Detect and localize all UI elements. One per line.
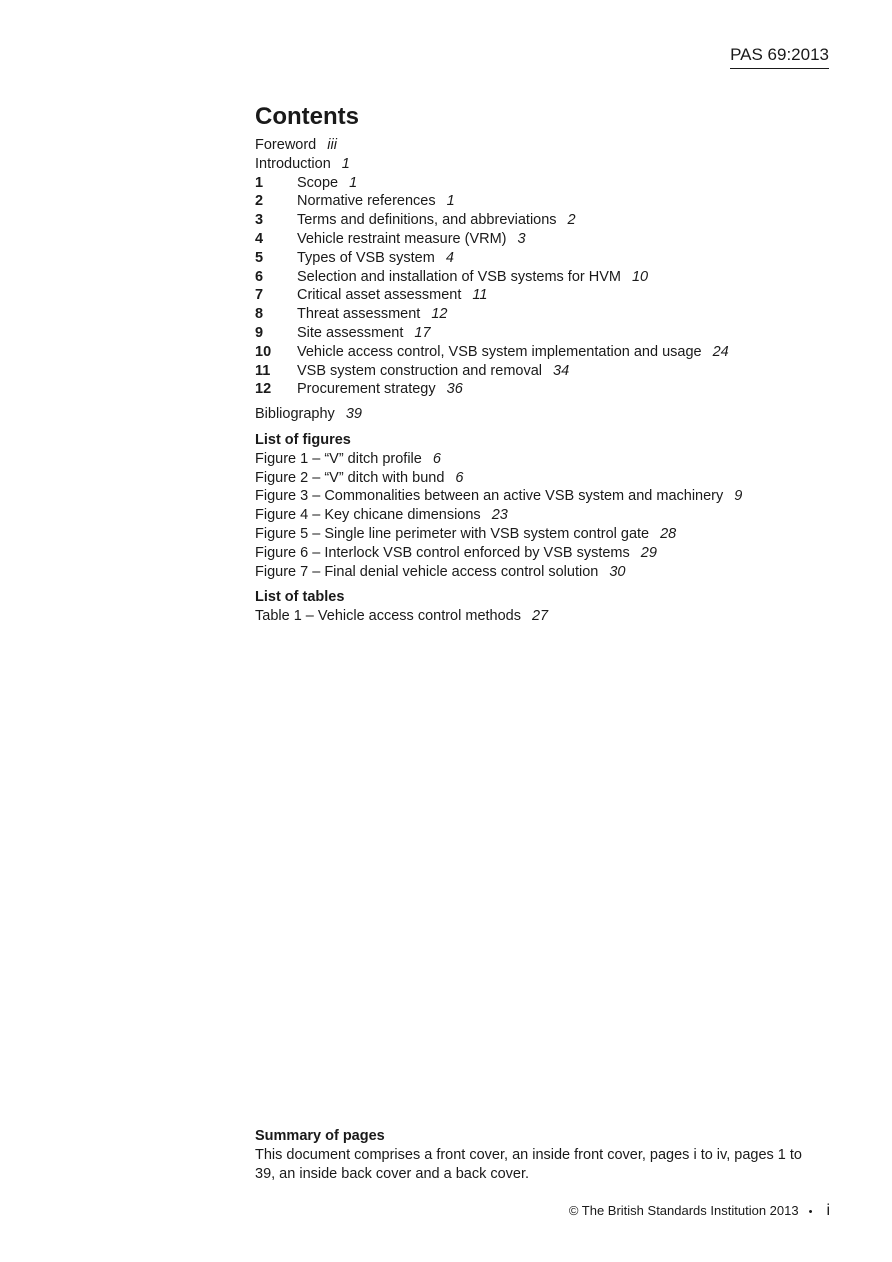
toc-clause-page: 12 (431, 306, 448, 323)
figure-entry-label: Figure 6 – Interlock VSB control enforced by VSB systems (255, 544, 630, 561)
toc-clause-number: 7 (255, 287, 264, 304)
toc-clause-label: Vehicle access control, VSB system implementation and usage (297, 343, 702, 360)
toc-clause-page: 36 (446, 381, 463, 398)
figure-entry-label: Figure 1 – “V” ditch profile (255, 450, 422, 467)
toc-clause-number: 8 (255, 306, 264, 323)
summary-text: This document comprises a front cover, an inside front cover, pages i to iv, pages 1 to 39, an inside back cover and a back cover. (255, 1146, 802, 1182)
toc-clause-label: Types of VSB system (297, 249, 435, 266)
toc-clause-number: 6 (255, 268, 264, 285)
toc-clause-4[interactable] (255, 230, 835, 249)
figure-entry-1[interactable] (255, 450, 835, 469)
toc-clause-2[interactable] (255, 192, 835, 211)
bullet-separator: • (808, 1206, 813, 1218)
toc-clause-label: Threat assessment (297, 306, 421, 323)
toc-entry-page: iii (327, 137, 337, 153)
toc-clause-page: 17 (414, 324, 431, 341)
toc-clause-label: Scope (297, 174, 339, 191)
summary-heading: Summary of pages (255, 1128, 385, 1144)
figure-entry-label: Figure 4 – Key chicane dimensions (255, 507, 481, 524)
toc-clause-number: 4 (255, 230, 264, 247)
toc-clause-12[interactable] (255, 380, 835, 399)
figure-entry-4[interactable] (255, 506, 835, 525)
figure-entry-page: 29 (640, 544, 657, 561)
toc-clause-6[interactable] (255, 268, 835, 287)
toc-clause-label: Normative references (297, 193, 436, 210)
figure-entry-3[interactable] (255, 487, 835, 506)
figure-entry-6[interactable] (255, 544, 835, 563)
figure-entry-page: 6 (455, 469, 464, 486)
figure-entry-5[interactable] (255, 525, 835, 544)
toc-clause-label: Critical asset assessment (297, 287, 462, 304)
table-entry-page: 27 (531, 608, 549, 625)
toc-clause-number: 3 (255, 212, 264, 229)
figure-entry-7[interactable] (255, 563, 835, 582)
toc-entry-introduction[interactable] (255, 155, 835, 174)
toc-clause-page: 10 (631, 268, 649, 285)
table-entry-label: Table 1 – Vehicle access control methods (255, 608, 521, 625)
toc-clause-number: 11 (255, 362, 271, 379)
summary-of-pages (255, 1127, 815, 1183)
figure-entry-label: Figure 3 – Commonalities between an active VSB system and machinery (255, 488, 724, 505)
toc-clause-8[interactable] (255, 305, 835, 324)
table-entry-1[interactable] (255, 607, 835, 626)
page-footer (569, 1201, 830, 1222)
toc-clause-page: 34 (553, 362, 570, 379)
toc-clause-page: 24 (712, 343, 729, 360)
toc-clause-page: 1 (349, 174, 358, 191)
toc-entry-bibliography[interactable] (255, 405, 835, 424)
copyright-text: © The British Standards Institution 2013 (568, 1203, 799, 1218)
figure-entry-page: 6 (432, 450, 441, 467)
toc-clause-label: Procurement strategy (297, 381, 436, 398)
list-of-figures-heading: List of figures (255, 431, 351, 448)
toc-clause-page: 11 (472, 287, 488, 304)
toc-clause-label: Vehicle restraint measure (VRM) (297, 230, 507, 247)
toc-clause-page: 4 (445, 249, 454, 266)
toc-entry-label: Foreword (255, 137, 317, 153)
toc-clause-number: 12 (255, 381, 272, 398)
figure-entry-page: 28 (660, 525, 677, 542)
toc-clause-1[interactable] (255, 174, 835, 193)
document-id: PAS 69:2013 (730, 44, 829, 69)
toc-clause-10[interactable] (255, 343, 835, 362)
toc-clause-label: Selection and installation of VSB systems for HVM (297, 268, 621, 285)
toc-clause-page: 2 (567, 212, 576, 229)
figure-entry-page: 23 (491, 507, 508, 524)
contents-title: Contents (255, 103, 359, 130)
figure-entry-label: Figure 5 – Single line perimeter with VSB system control gate (255, 525, 650, 542)
figure-entry-label: Figure 7 – Final denial vehicle access control solution (255, 563, 599, 580)
toc-clause-number: 9 (255, 324, 264, 341)
toc-clause-number: 2 (255, 193, 264, 210)
toc-clause-3[interactable] (255, 211, 835, 230)
toc-entry-foreword[interactable] (255, 136, 835, 155)
toc-clause-number: 5 (255, 249, 264, 266)
figure-entry-page: 9 (734, 488, 743, 505)
page-number: i (826, 1202, 830, 1219)
toc-clause-number: 10 (255, 343, 272, 360)
toc-clause-page: 3 (517, 230, 526, 247)
figure-entry-label: Figure 2 – “V” ditch with bund (255, 469, 445, 486)
toc-clause-7[interactable] (255, 286, 835, 305)
toc-clause-5[interactable] (255, 249, 835, 268)
toc-clause-page: 1 (446, 193, 455, 210)
toc-clause-label: VSB system construction and removal (297, 362, 542, 379)
toc-clause-11[interactable] (255, 362, 835, 381)
toc-entry-label: Introduction (255, 155, 331, 172)
toc-clause-9[interactable] (255, 324, 835, 343)
toc-clause-label: Site assessment (297, 324, 404, 341)
toc-entry-label: Bibliography (255, 406, 335, 423)
list-of-tables-heading: List of tables (255, 589, 345, 606)
contents-section (255, 102, 835, 626)
toc-clause-label: Terms and definitions, and abbreviations (297, 212, 557, 229)
toc-entry-page: 1 (341, 155, 350, 172)
toc-entry-page: 39 (345, 406, 362, 423)
figure-entry-2[interactable] (255, 469, 835, 488)
figure-entry-page: 30 (609, 563, 626, 580)
toc-clause-number: 1 (255, 174, 264, 191)
